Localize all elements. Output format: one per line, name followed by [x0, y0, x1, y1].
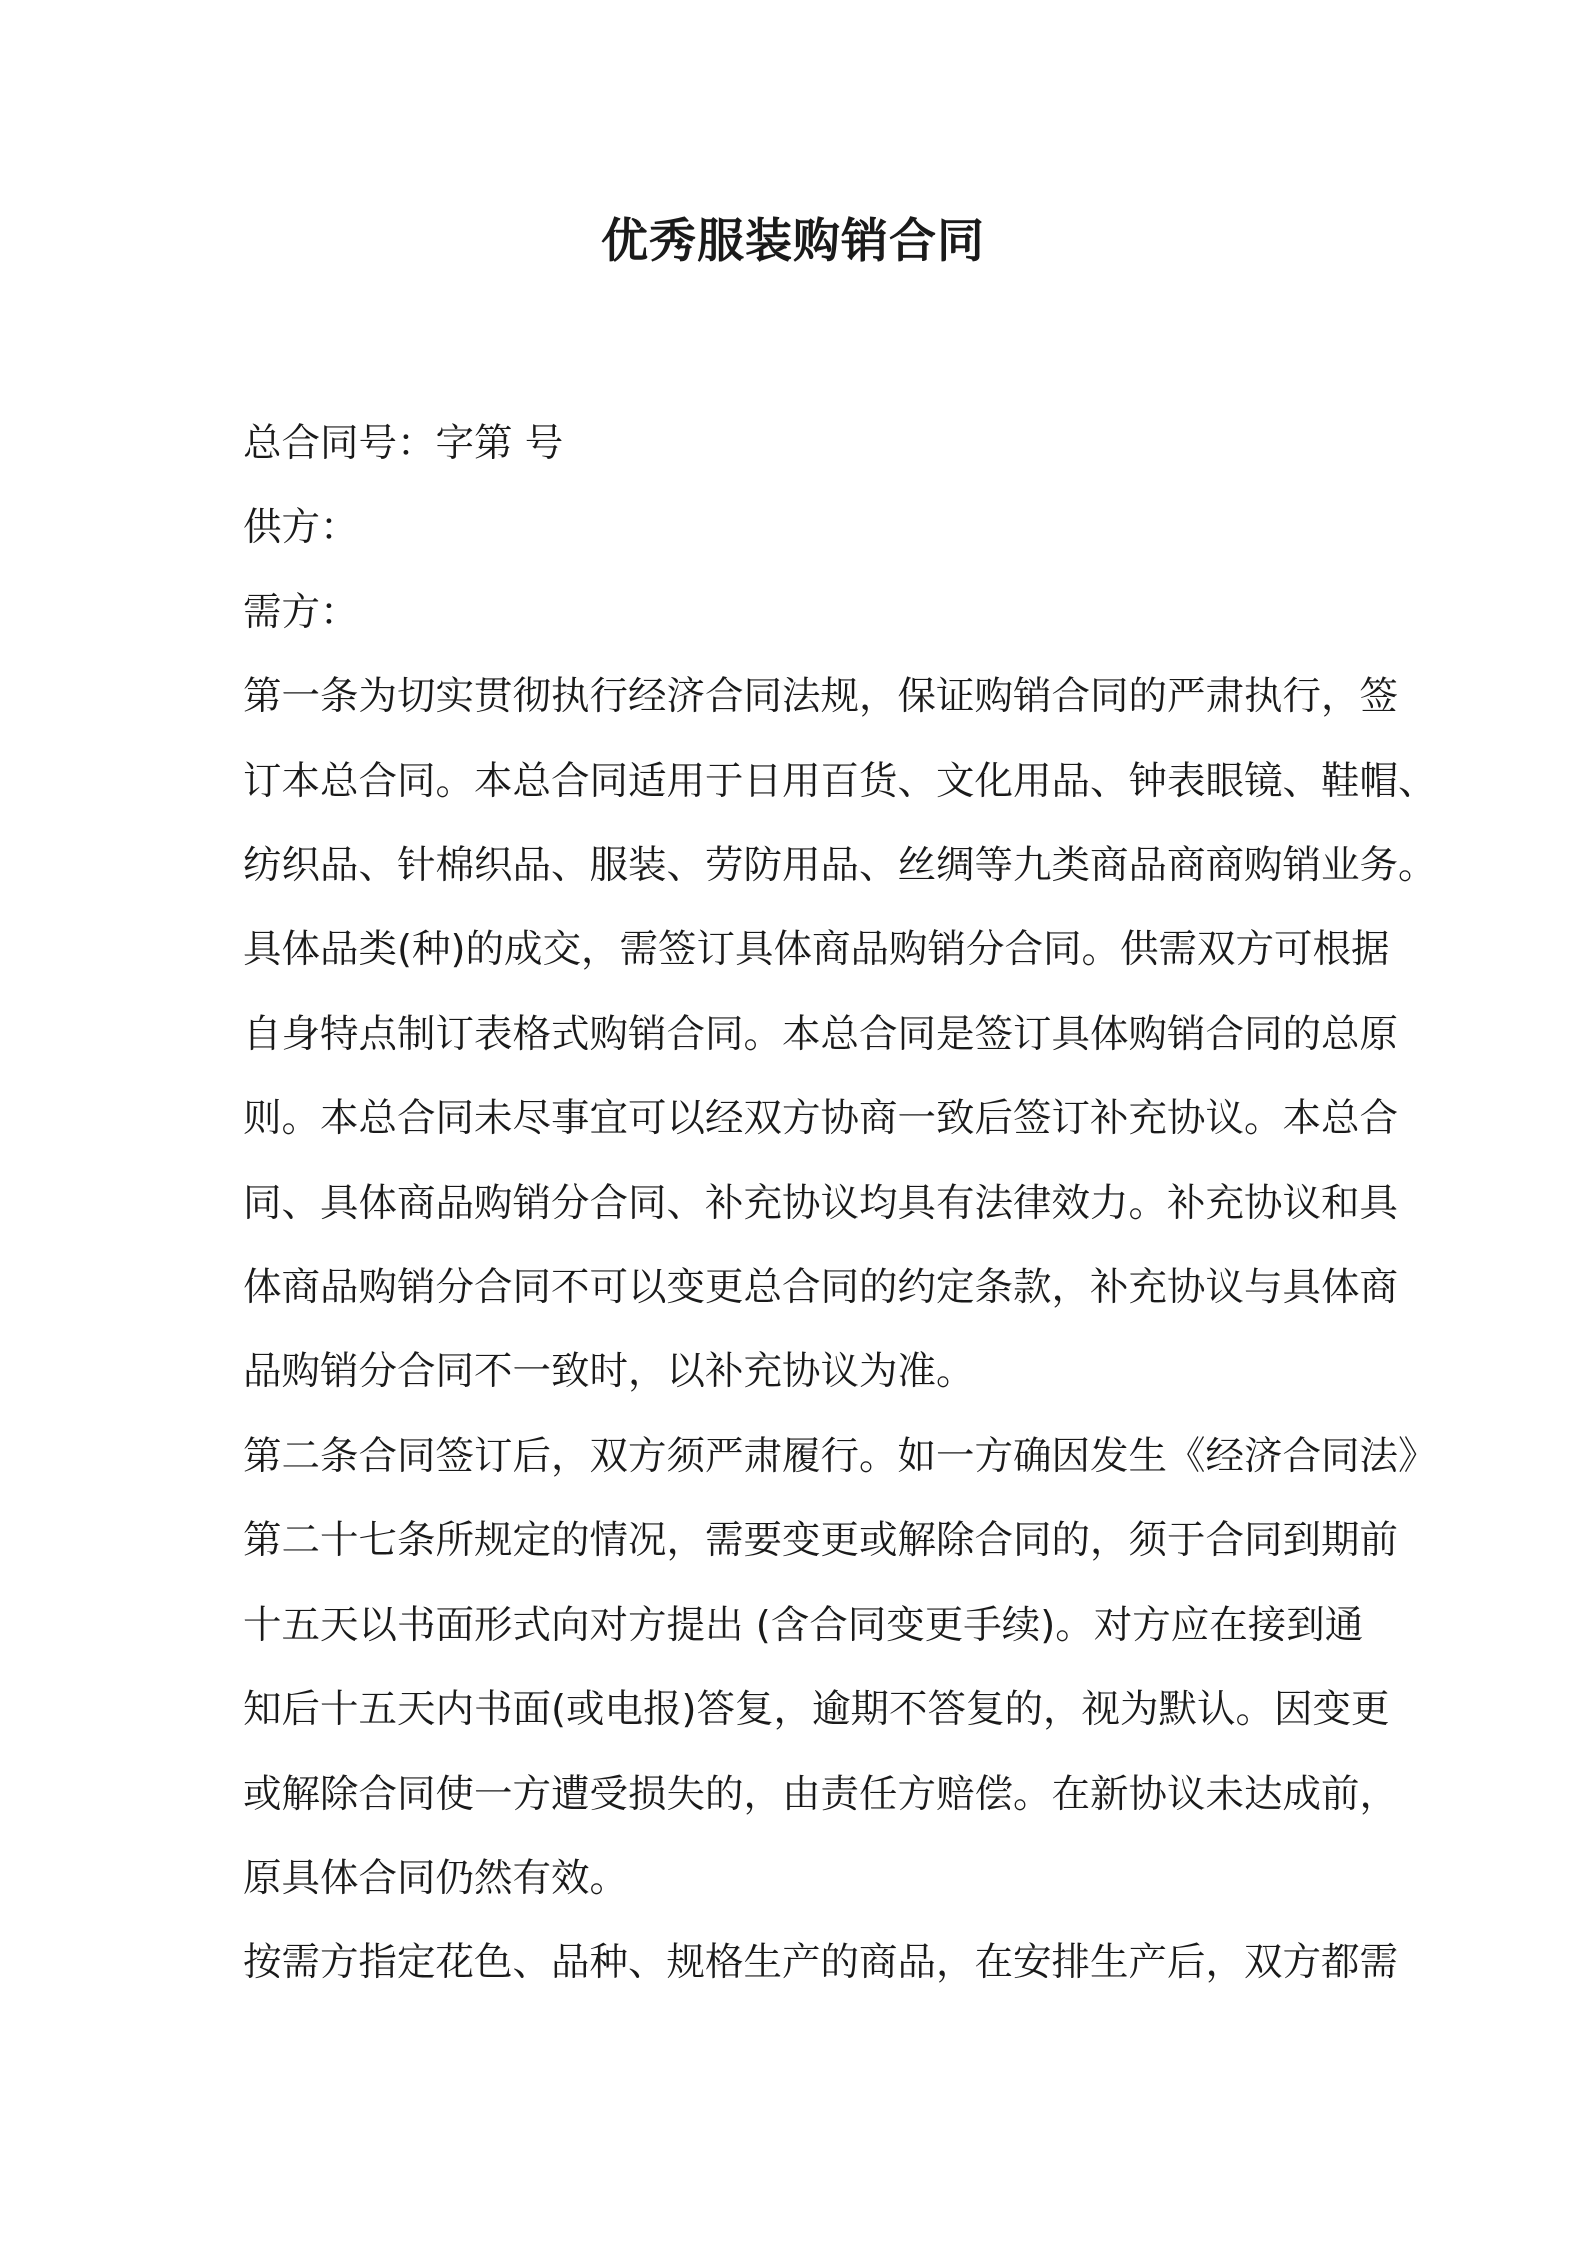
article-1-line: 则。本总合同未尽事宜可以经双方协商一致后签订补充协议。本总合: [243, 1096, 1399, 1142]
article-3: [243, 1921, 1399, 2005]
buyer-field: 需方：: [243, 589, 359, 635]
article-2-line: 第二十七条所规定的情况，需要变更或解除合同的，须于合同到期前: [243, 1518, 1399, 1564]
article-2-line: 或解除合同使一方遭受损失的，由责任方赔偿。在新协议未达成前，: [243, 1771, 1399, 1817]
supplier-field: 供方：: [243, 505, 359, 551]
document-body: [243, 402, 1437, 2006]
contract-number: 总合同号：字第 号: [243, 421, 564, 466]
article-3-line: 按需方指定花色、品种、规格生产的商品，在安排生产后，双方都需: [243, 1940, 1399, 1986]
article-2: [243, 1415, 1437, 1921]
article-2-line: 十五天以书面形式向对方提出 (含合同变更手续)。对方应在接到通: [243, 1602, 1364, 1648]
article-1-line: 订本总合同。本总合同适用于日用百货、文化用品、钟表眼镜、鞋帽、: [243, 758, 1437, 804]
document-title: 优秀服装购销合同: [601, 214, 985, 269]
article-1-line: 品购销分合同不一致时，以补充协议为准。: [243, 1349, 975, 1395]
article-1-line: 具体品类(种)的成交，需签订具体商品购销分合同。供需双方可根据: [243, 927, 1390, 973]
article-1-line: 体商品购销分合同不可以变更总合同的约定条款，补充协议与具体商: [243, 1265, 1399, 1311]
article-1-line: 自身特点制订表格式购销合同。本总合同是签订具体购销合同的总原: [243, 1011, 1399, 1057]
article-1: [243, 655, 1437, 1415]
article-2-line: 原具体合同仍然有效。: [243, 1855, 629, 1901]
article-2-line: 第二条合同签订后，双方须严肃履行。如一方确因发生《经济合同法》: [243, 1433, 1437, 1479]
article-1-line: 第一条为切实贯彻执行经济合同法规，保证购销合同的严肃执行，签: [243, 674, 1399, 720]
article-1-line: 纺织品、针棉织品、服装、劳防用品、丝绸等九类商品商商购销业务。: [243, 843, 1437, 889]
article-1-line: 同、具体商品购销分合同、补充协议均具有法律效力。补充协议和具: [243, 1180, 1399, 1226]
article-2-line: 知后十五天内书面(或电报)答复，逾期不答复的，视为默认。因变更: [243, 1687, 1390, 1733]
